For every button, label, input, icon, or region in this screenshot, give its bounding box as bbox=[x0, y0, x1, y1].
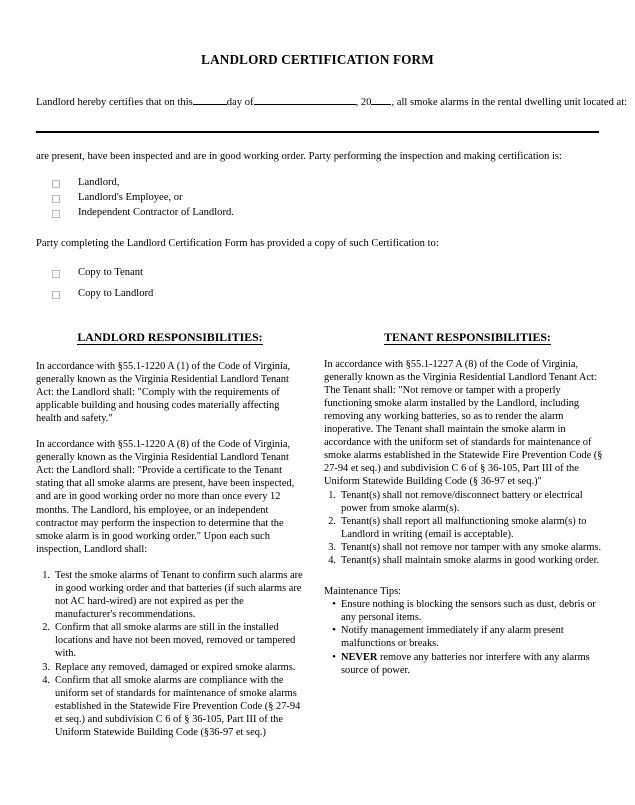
list-item bbox=[36, 661, 304, 674]
copy-checkbox-group bbox=[0, 262, 635, 304]
list-item bbox=[324, 651, 611, 677]
list-item bbox=[324, 624, 611, 650]
tip-text: Ensure nothing is blocking the sensors such as dust, debris or any personal items. bbox=[341, 599, 596, 624]
list-marker: 3. bbox=[328, 541, 336, 553]
list-item bbox=[324, 554, 611, 567]
bullet-icon: • bbox=[332, 650, 336, 663]
tenant-responsibilities-heading bbox=[324, 330, 611, 345]
landlord-responsibilities-heading bbox=[36, 330, 304, 345]
certification-intro bbox=[0, 96, 635, 109]
list-item-text: Confirm that all smoke alarms are compliance with the uniform set of standards for maintenance of smoke alarms established in the Statewide Fire Prevention Code (§ 27-94 et seq.) and subdivision C 6 of § 36-105, Part III of the Uniform Statewide Building Code (§36-97 et seq.) bbox=[55, 674, 301, 739]
responsibilities-columns bbox=[0, 330, 635, 740]
checkbox-icon[interactable] bbox=[52, 180, 60, 188]
list-item-text bbox=[341, 624, 611, 650]
checkbox-icon[interactable] bbox=[52, 291, 60, 299]
list-item-text bbox=[341, 651, 611, 677]
checkbox-icon[interactable] bbox=[52, 270, 60, 278]
list-item-text: Tenant(s) shall maintain smoke alarms in good working order. bbox=[341, 555, 600, 567]
list-item bbox=[324, 515, 611, 541]
list-marker: 1. bbox=[328, 489, 336, 501]
address-blank-rule[interactable] bbox=[36, 131, 599, 133]
day-blank-field[interactable] bbox=[193, 104, 227, 105]
list-item bbox=[36, 621, 304, 660]
list-item-text: Tenant(s) shall not remove/disconnect battery or electrical power from smoke alarm(s). bbox=[341, 489, 583, 514]
year-blank-field[interactable] bbox=[371, 104, 391, 105]
list-marker: 2. bbox=[42, 622, 50, 634]
checkbox-row-copy-to-landlord[interactable] bbox=[52, 283, 635, 304]
list-item bbox=[324, 489, 611, 515]
list-marker: 4. bbox=[42, 674, 50, 686]
landlord-heading-text: LANDLORD RESPONSIBILITIES: bbox=[77, 329, 263, 344]
month-blank-field[interactable] bbox=[254, 104, 356, 105]
list-marker: 2. bbox=[328, 515, 336, 527]
intro-text-part2: day of bbox=[226, 97, 254, 108]
list-marker: 3. bbox=[42, 661, 50, 673]
tip-text: Notify management immediately if any alarm present malfunctions or breaks. bbox=[341, 625, 564, 650]
list-item-text: Test the smoke alarms of Tenant to confirm such alarms are in good working order and that batteries (if such alarms are not AC hard-wired) are not expired as per the manufacturer's recommendations. bbox=[55, 569, 303, 621]
intro-text-part4: , all smoke alarms in the rental dwelling unit located at: bbox=[391, 97, 628, 108]
performer-checkbox-group bbox=[0, 175, 635, 221]
list-item-text: Confirm that all smoke alarms are still in the installed locations and have not been moved, removed or tampered with. bbox=[55, 622, 296, 660]
emphasis-text: NEVER bbox=[341, 651, 378, 663]
checkbox-label: Copy to Landlord bbox=[78, 287, 154, 299]
party-completing-statement: Party completing the Landlord Certification Form has provided a copy of such Certification to: bbox=[36, 237, 439, 249]
tenant-heading-text: TENANT RESPONSIBILITIES: bbox=[384, 329, 551, 344]
landlord-responsibilities-column bbox=[0, 330, 318, 740]
list-item-text: Replace any removed, damaged or expired smoke alarms. bbox=[55, 661, 296, 673]
list-item bbox=[324, 541, 611, 554]
tenant-duties-list bbox=[324, 489, 611, 568]
landlord-paragraph-2: In accordance with §55.1-1220 A (8) of the Code of Virginia, generally known as the Virginia Residential Landlord Tenant Act: the Landlord shall: "Provide a certificate to the Tenant stating that all smoke alarms are present, have been inspected, and are in good working order no more than once every 12 months. The Landlord, his employee, or an independent contractor may perform the inspection to determine that the smoke alarm is in good working order." Upon each such inspection, Landlord shall: bbox=[36, 439, 295, 555]
landlord-paragraph-1: In accordance with §55.1-1220 A (1) of the Code of Virginia, generally known as the Virginia Residential Landlord Tenant Act: the Landlord shall: "Comply with the requirements of applicable building and housing codes materially affecting health and safety." bbox=[36, 360, 291, 424]
inspection-statement: are present, have been inspected and are in good working order. Party performing the inspection and making certification is: bbox=[36, 151, 562, 162]
intro-text-part3: , 20 bbox=[355, 97, 372, 108]
page-title: LANDLORD CERTIFICATION FORM bbox=[201, 52, 434, 67]
checkbox-row-copy-to-tenant[interactable] bbox=[52, 262, 635, 283]
list-item bbox=[36, 569, 304, 621]
list-item bbox=[36, 674, 304, 739]
checkbox-label: Independent Contractor of Landlord. bbox=[78, 207, 234, 219]
list-item-text: Tenant(s) shall not remove nor tamper with any smoke alarms. bbox=[341, 541, 602, 553]
landlord-duties-list bbox=[36, 569, 304, 739]
checkbox-row-landlord[interactable] bbox=[52, 175, 635, 190]
maintenance-tips-list bbox=[324, 598, 611, 677]
maintenance-tips-title: Maintenance Tips: bbox=[324, 586, 402, 598]
checkbox-row-landlords-employee[interactable] bbox=[52, 190, 635, 205]
checkbox-icon[interactable] bbox=[52, 195, 60, 203]
checkbox-label: Landlord's Employee, or bbox=[78, 192, 183, 204]
intro-text-part1: Landlord hereby certifies that on this bbox=[36, 97, 193, 108]
checkbox-row-independent-contractor[interactable] bbox=[52, 205, 635, 220]
list-item-text: Tenant(s) shall report all malfunctioning smoke alarm(s) to Landlord in writing (email is acceptable). bbox=[341, 515, 587, 540]
list-item bbox=[324, 598, 611, 624]
checkbox-icon[interactable] bbox=[52, 210, 60, 218]
tip-text: remove any batteries nor interfere with any alarms source of power. bbox=[341, 651, 590, 676]
certification-intro-line bbox=[36, 96, 628, 109]
checkbox-label: Landlord, bbox=[78, 177, 120, 188]
checkbox-label: Copy to Tenant bbox=[78, 266, 143, 278]
list-marker: 1. bbox=[42, 569, 50, 581]
bullet-icon: • bbox=[332, 598, 336, 611]
list-marker: 4. bbox=[328, 555, 336, 567]
tenant-responsibilities-column bbox=[318, 330, 635, 677]
bullet-icon: • bbox=[332, 624, 336, 637]
list-item-text bbox=[341, 598, 611, 624]
tenant-paragraph-1: In accordance with §55.1-1227 A (8) of the Code of Virginia, generally known as the Virginia Residential Landlord Tenant Act: The Tenant shall: "Not remove or tamper with a properly functioning smoke alarm installed by the Landlord, including removing any working batteries, so as to render the alarm inoperative. The Tenant shall maintain the smoke alarm in accordance with the uniform set of standards for maintenance of smoke alarms established in the Statewide Fire Prevention Code (§ 27-94 et seq.) and subdivision C 6 of § 36-105, Part III of the Uniform Statewide Building Code (§ 36-97 et seq.)" bbox=[324, 358, 603, 488]
